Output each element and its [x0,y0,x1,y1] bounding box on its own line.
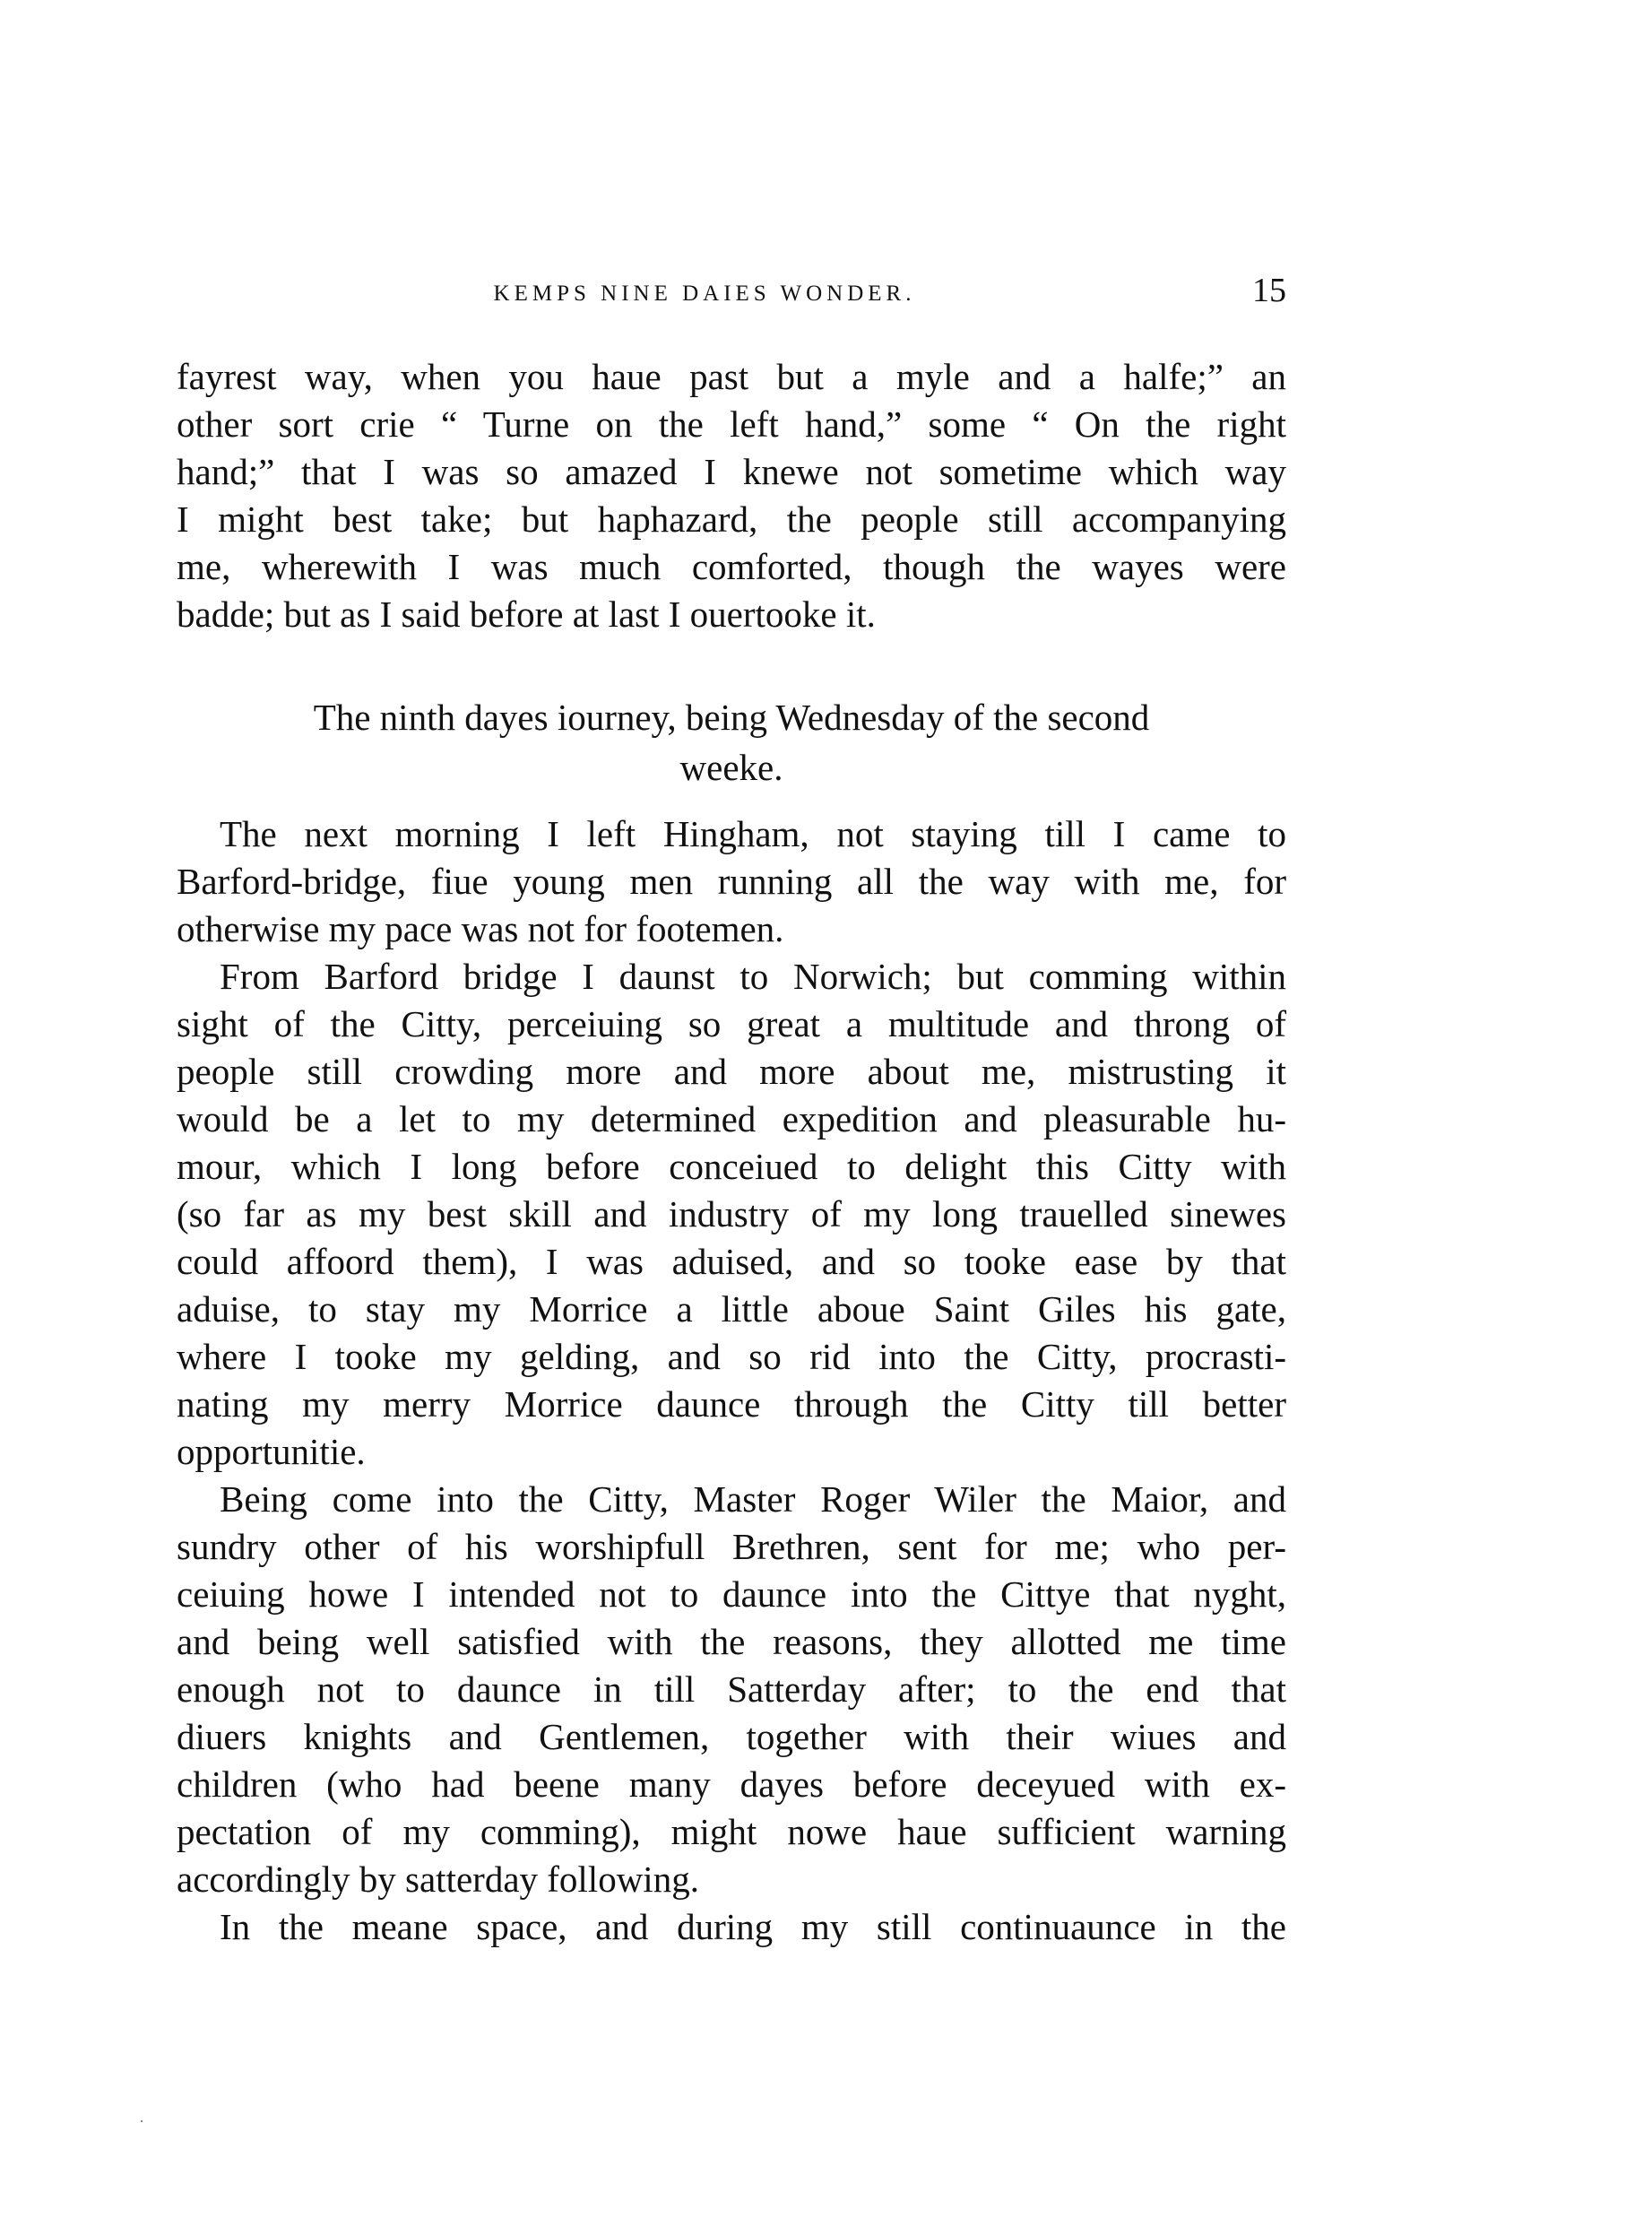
page-number: 15 [1252,272,1286,309]
heading-line: The ninth dayes iourney, being Wednesday of the second [313,697,1150,738]
body-text [177,810,1286,1951]
scan-speck [141,2120,143,2122]
text-line: enough not to daunce in till Satterday after; to the end that [177,1668,1286,1710]
text-line: accordingly by satterday following. [177,1858,699,1900]
text-line: fayrest way, when you haue past but a myle and a halfe;” an [177,356,1286,397]
text-line: other sort crie “ Turne on the left hand,” some “ On the right [177,403,1286,445]
text-line: The next morning I left Hingham, not staying till I came to [220,813,1286,854]
section-heading [177,692,1286,793]
text-line: From Barford bridge I daunst to Norwich; but comming within [220,956,1286,997]
text-line: hand;” that I was so amazed I knewe not sometime which way [177,451,1286,492]
text-line: could affoord them), I was aduised, and so tooke ease by that [177,1241,1286,1282]
text-line: me, wherewith I was much comforted, though the wayes were [177,546,1286,587]
text-line: would be a let to my determined expedition and pleasurable hu- [177,1098,1286,1139]
text-line: and being well satisfied with the reasons, they allotted me time [177,1621,1286,1662]
text-line: aduise, to stay my Morrice a little aboue Saint Giles his gate, [177,1288,1286,1330]
text-line: sundry other of his worshipfull Brethren, sent for me; who per- [177,1526,1286,1567]
text-line: badde; but as I said before at last I ouertooke it. [177,593,876,635]
text-line: opportunitie. [177,1431,366,1472]
paragraph-continued [177,353,1286,638]
text-line: sight of the Citty, perceiuing so great a multitude and throng of [177,1003,1286,1044]
text-line: I might best take; but haphazard, the people still accompanying [177,498,1286,540]
running-header [177,274,1286,314]
text-line: diuers knights and Gentlemen, together with their wiues and [177,1716,1286,1757]
text-line: mour, which I long before conceiued to delight this Citty with [177,1146,1286,1187]
text-line: Being come into the Citty, Master Roger Wiler the Maior, and [220,1478,1286,1520]
text-line: children (who had beene many dayes before deceyued with ex- [177,1763,1286,1805]
text-line: (so far as my best skill and industry of my long trauelled sinewes [177,1193,1286,1235]
text-line: nating my merry Morrice daunce through the Citty till better [177,1383,1286,1425]
running-title: KEMPS NINE DAIES WONDER. [493,282,916,306]
text-line: people still crowding more and more about me, mistrusting it [177,1051,1286,1092]
text-line: Barford-bridge, fiue young men running all the way with me, for [177,861,1286,902]
heading-line: weeke. [679,747,783,788]
text-line: otherwise my pace was not for footemen. [177,908,784,949]
text-line: ceiuing howe I intended not to daunce into the Cittye that nyght, [177,1573,1286,1615]
text-line: pectation of my comming), might nowe haue sufficient warning [177,1811,1286,1852]
text-line: In the meane space, and during my still continuaunce in the [220,1906,1286,1947]
text-line: where I tooke my gelding, and so rid into the Citty, procrasti- [177,1336,1286,1377]
